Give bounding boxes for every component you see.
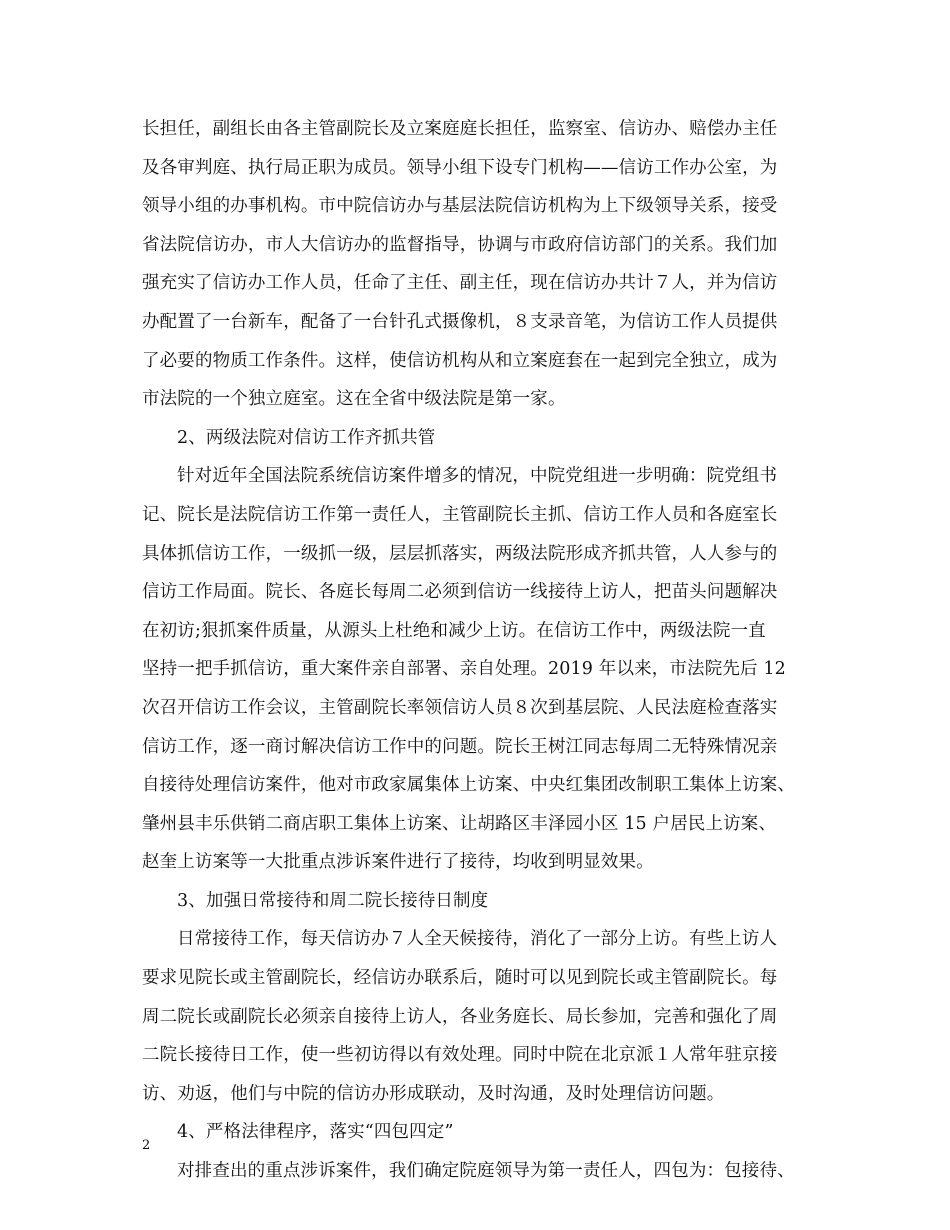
- page-number: 2: [142, 1138, 151, 1153]
- text-line: 省法院信访办，市人大信访办的监督指导，协调与市政府信访部门的关系。我们加: [142, 234, 778, 255]
- text-line: 了必要的物质工作条件。这样，使信访机构从和立案庭套在一起到完全独立，成为: [142, 350, 778, 371]
- document-body: [142, 110, 822, 1191]
- text-line: 信访工作局面。院长、各庭长每周二必须到信访一线接待上访人，把苗头问题解决: [142, 582, 778, 603]
- text-line: 要求见院长或主管副院长，经信访办联系后，随时可以见到院长或主管副院长。每: [142, 968, 778, 989]
- text-line: 次召开信访工作会议，主管副院长率领信访人员８次到基层院、人民法庭检查落实: [142, 697, 778, 718]
- text-line: 办配置了一台新车，配备了一台针孔式摄像机，８支录音笔，为信访工作人员提供: [142, 311, 778, 332]
- text-line: 针对近年全国法院系统信访案件增多的情况，中院党组进一步明确：院党组书: [177, 466, 778, 487]
- text-line: 赵奎上访案等一大批重点涉诉案件进行了接待，均收到明显效果。: [142, 852, 654, 873]
- text-line: 强充实了信访办工作人员，任命了主任、副主任，现在信访办共计７人，并为信访: [142, 273, 778, 294]
- text-line: 肇州县丰乐供销二商店职工集体上访案、让胡路区丰泽园小区 15 户居民上访案、: [142, 813, 777, 834]
- text-line: 对排查出的重点涉诉案件，我们确定院庭领导为第一责任人，四包为：包接待、: [177, 1161, 795, 1182]
- text-line: 周二院长或副院长必须亲自接待上访人，各业务庭长、局长参加，完善和强化了周: [142, 1006, 778, 1027]
- text-line: 长担任，副组长由各主管副院长及立案庭庭长担任，监察室、信访办、赔偿办主任: [142, 119, 778, 139]
- text-line: 4、严格法律程序，落实“四包四定”: [177, 1122, 454, 1143]
- text-line: 3、加强日常接待和周二院长接待日制度: [177, 890, 489, 911]
- text-line: 2、两级法院对信访工作齐抓共管: [177, 427, 436, 448]
- text-line: 在初访;狠抓案件质量，从源头上杜绝和减少上访。在信访工作中，两级法院一直: [142, 620, 766, 641]
- text-line: 日常接待工作，每天信访办７人全天候接待，消化了一部分上访。有些上访人: [177, 929, 778, 950]
- text-line: 二院长接待日工作，使一些初访得以有效处理。同时中院在北京派１人常年驻京接: [142, 1045, 778, 1066]
- text-line: 信访工作，逐一商讨解决信访工作中的问题。院长王树江同志每周二无特殊情况亲: [142, 736, 778, 757]
- text-line: 及各审判庭、执行局正职为成员。领导小组下设专门机构——信访工作办公室，为: [142, 157, 778, 178]
- text-line: 自接待处理信访案件，他对市政家属集体上访案、中央红集团改制职工集体上访案、: [142, 775, 796, 796]
- text-line: 领导小组的办事机构。市中院信访办与基层法院信访机构为上下级领导关系，接受: [142, 196, 778, 217]
- text-line: 记、院长是法院信访工作第一责任人，主管副院长主抓、信访工作人员和各庭室长: [142, 504, 778, 525]
- text-line: 访、劝返，他们与中院的信访办形成联动，及时沟通，及时处理信访问题。: [142, 1083, 725, 1104]
- text-line: 坚持一把手抓信访，重大案件亲自部署、亲自处理。2019 年以来，市法院先后 12: [142, 659, 786, 680]
- text-line: 市法院的一个独立庭室。这在全省中级法院是第一家。: [142, 389, 566, 410]
- text-line: 具体抓信访工作，一级抓一级，层层抓落实，两级法院形成齐抓共管，人人参与的: [142, 543, 778, 564]
